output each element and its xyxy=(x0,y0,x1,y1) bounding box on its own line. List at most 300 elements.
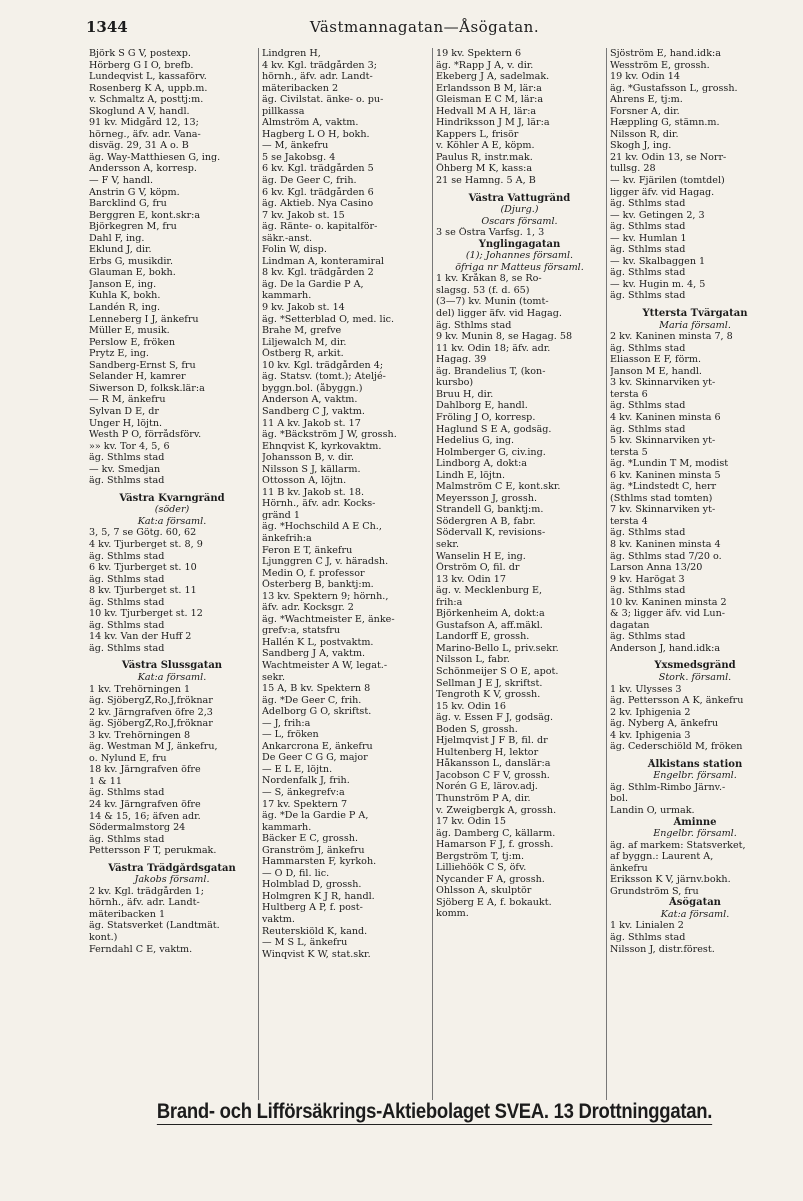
parish-note: Engelbr. församl. xyxy=(653,828,737,840)
advertisement-footer xyxy=(128,1100,741,1125)
entry-line: Grundström S, fru xyxy=(610,885,699,897)
entry-line: äg. Sthlms stad xyxy=(89,550,165,562)
entry-line: 9 kv. Harögat 3 xyxy=(610,573,685,585)
entry-line: äg. Sthlms stad xyxy=(610,423,686,435)
entry-line: Björkenheim A, dokt:a xyxy=(436,608,545,620)
entry-line: äg. Pettersson A K, änkefru xyxy=(610,695,744,707)
entry-line: 8 kv. Kaninen minsta 4 xyxy=(610,538,721,550)
entry-line: slagsg. 53 (f. d. 65) xyxy=(436,284,530,296)
street-heading: Ålkistans station xyxy=(647,758,743,770)
entry-line: äg. Sthlms stad xyxy=(89,833,165,845)
entry-line: Nordenfalk J, frih. xyxy=(262,775,350,787)
entry-line: 4 kv. Iphigenia 3 xyxy=(610,729,691,741)
entry-line: äg. *Gustafsson L, grossh. xyxy=(610,82,738,94)
entry-line: Tengroth K V, grossh. xyxy=(436,689,541,701)
entry-line: Selander H, kamrer xyxy=(89,371,186,383)
entry-line: äg. *Lundin T M, modist xyxy=(610,458,729,470)
entry-line: äg. Sthlms stad xyxy=(436,319,512,331)
entry-line: Håkansson L, danslär:a xyxy=(436,758,551,770)
entry-line: Müller E, musik. xyxy=(89,325,170,337)
entry-line: äg. Sthlms stad xyxy=(89,596,165,608)
entry-line: 9 kv. Jakob st. 14 xyxy=(262,302,345,314)
entry-line: 2 kv. Iphigenia 2 xyxy=(610,706,691,718)
entry-line: 2 kv. Kgl. trädgården 1; xyxy=(89,885,204,897)
entry-line: Södermalmstorg 24 xyxy=(89,822,186,834)
entry-line: v. Schmaltz A, posttj:m. xyxy=(89,94,204,106)
entry-line: — M S L, änkefru xyxy=(262,937,348,949)
entry-line: äg. Damberg C, källarm. xyxy=(436,827,556,839)
entry-line: äg. *Hochschild A E Ch., xyxy=(262,521,382,533)
entry-line: Janson E, ing. xyxy=(89,278,157,290)
entry-line: Bäcker E C, grossh. xyxy=(262,833,358,845)
entry-line: v. Köhler A E, köpm. xyxy=(436,140,535,152)
entry-line: äg. Aktieb. Nya Casino xyxy=(262,198,374,210)
street-heading: Yttersta Tvärgatan xyxy=(642,308,748,320)
entry-line: Hjelmqvist J F B, fil. dr xyxy=(436,735,548,747)
entry-line: o. Nylund E, fru xyxy=(89,752,167,764)
entry-line: mäteribacken 2 xyxy=(262,82,339,94)
entry-line: 17 kv. Spektern 7 xyxy=(262,798,348,810)
entry-line: Rosenberg K A, uppb.m. xyxy=(89,82,208,94)
entry-line: äg. Statsverket (Landtmät. xyxy=(89,920,220,932)
entry-line: byggn.bol. (åbyggn.) xyxy=(262,382,363,394)
entry-line: äg. *Setterblad O, med. lic. xyxy=(262,313,395,325)
entry-line: 5 se Jakobsg. 4 xyxy=(262,151,336,163)
entry-line: Kuhla K, bokh. xyxy=(89,290,161,302)
entry-line: 91 kv. Midgård 12, 13; xyxy=(89,117,199,129)
entry-line: 19 kv. Odin 14 xyxy=(610,71,680,83)
entry-line: Hallén K L, postvaktm. xyxy=(262,636,374,648)
entry-line: 10 kv. Kaninen minsta 2 xyxy=(610,596,727,608)
entry-line: »» kv. Tor 4, 5, 6 xyxy=(89,440,170,452)
entry-line: Bergström T, tj:m. xyxy=(436,850,525,862)
entry-line: tullsg. 28 xyxy=(610,163,656,175)
entry-line: Nilsson S J, källarm. xyxy=(262,463,361,475)
entry-line: Hörberg G I O, brefb. xyxy=(89,59,194,71)
parish-note: Engelbr. församl. xyxy=(653,770,737,782)
entry-line: kammarh. xyxy=(262,821,312,833)
entry-line: Janson M E, handl. xyxy=(610,365,702,377)
entry-line: Ottosson A, löjtn. xyxy=(262,475,347,487)
entry-line: Ankarcrona E, änkefru xyxy=(262,740,373,752)
street-heading: Åsögatan xyxy=(669,897,721,909)
entry-line: Hagberg L O H, bokh. xyxy=(262,128,370,140)
entry-line: Sandberg C J, vaktm. xyxy=(262,405,365,417)
entry-line: Johansson B, v. dir. xyxy=(262,452,354,464)
entry-line: Nilsson R, dir. xyxy=(610,128,679,140)
entry-line: 4 kv. Kaninen minsta 6 xyxy=(610,411,721,423)
street-heading: Ynglingagatan xyxy=(478,238,561,250)
entry-line: — O D, fil. lic. xyxy=(262,867,330,879)
entry-line: äg. Way-Matthiesen G, ing. xyxy=(89,151,221,163)
entry-line: Holmgren K J R, handl. xyxy=(262,890,375,902)
entry-line: 15 A, B kv. Spektern 8 xyxy=(262,683,371,695)
entry-line: 19 kv. Spektern 6 xyxy=(436,48,522,59)
entry-line: äg. Brandelius T, (kon- xyxy=(436,365,546,377)
entry-line: hörneg., äfv. adr. Vana- xyxy=(89,128,201,140)
entry-line: 13 kv. Spektern 9; hörnh., xyxy=(262,590,389,602)
entry-line: 13 kv. Odin 17 xyxy=(436,573,506,585)
entry-line: äg. Sthlms stad xyxy=(610,585,686,597)
entry-line: sekr. xyxy=(436,538,459,550)
entry-line: del) ligger äfv. vid Hagag. xyxy=(436,308,562,320)
entry-line: Bruu H, dir. xyxy=(436,388,494,400)
entry-line: Berggren E, kont.skr:a xyxy=(89,209,201,221)
entry-line: Lundeqvist L, kassaförv. xyxy=(89,71,207,83)
entry-line: 1 kv. Kråkan 8, se Ro- xyxy=(436,273,542,285)
parish-note: Kat:a församl. xyxy=(137,515,207,527)
parish-note: Maria församl. xyxy=(659,319,731,331)
entry-line: Lilliehöök C S, öfv. xyxy=(436,862,527,874)
entry-line: — J, frih:a xyxy=(262,717,311,729)
entry-line: äg. *Bäckström J W, grossh. xyxy=(262,429,397,441)
entry-line: 7 kv. Skinnarviken yt- xyxy=(610,504,716,516)
street-heading: Västra Trädgårdsgatan xyxy=(108,862,236,874)
entry-line: äg. *De Geer C, frih. xyxy=(262,694,362,706)
entry-line: äg. Sthlms stad xyxy=(89,787,165,799)
entry-line: kursbo) xyxy=(436,377,474,389)
entry-line: Wanselin H E, ing. xyxy=(436,550,526,562)
entry-line: äg. Civilstat. änke- o. pu- xyxy=(262,94,384,106)
entry-line: Södergren A B, fabr. xyxy=(436,515,536,527)
entry-line: Folin W, disp. xyxy=(262,244,327,256)
entry-line: frih:a xyxy=(436,596,463,608)
entry-line: Larson Anna 13/20 xyxy=(610,562,703,574)
entry-line: 8 kv. Kgl. trädgården 2 xyxy=(262,267,374,279)
entry-line: Nycander F A, grossh. xyxy=(436,873,545,885)
entry-line: äg. De Geer C, frih. xyxy=(262,175,357,187)
page-header xyxy=(86,18,763,42)
entry-line: — kv. Humlan 1 xyxy=(610,232,687,244)
entry-line: — R M, änkefru xyxy=(89,394,166,406)
entry-line: Almström A, vaktm. xyxy=(262,117,359,129)
entry-line: Gleisman E C M, lär:a xyxy=(436,94,544,106)
entry-line: äg. Sthlms stad xyxy=(89,573,165,585)
entry-line: Anderson J, hand.idk:a xyxy=(610,642,721,654)
entry-line: äg. *Lindstedt C, herr xyxy=(610,481,717,493)
entry-line: äg. Sthlms stad xyxy=(89,452,165,464)
entry-line: 11 B kv. Jakob st. 18. xyxy=(262,486,365,498)
entry-line: — kv. Smedjan xyxy=(89,463,161,475)
entry-line: 14 & 15, 16; äfven adr. xyxy=(89,810,201,822)
entry-line: Sellman J E J, skriftst. xyxy=(436,677,543,689)
entry-line: 11 A kv. Jakob st. 17 xyxy=(262,417,361,429)
entry-line: Hultenberg H, lektor xyxy=(436,746,539,758)
entry-line: Lindborg A, dokt:a xyxy=(436,458,528,470)
entry-line: komm. xyxy=(436,908,469,920)
entry-line: 1 kv. Linialen 2 xyxy=(610,920,684,932)
parish-note: (Djurg.) xyxy=(500,204,539,216)
entry-line: Paulus R, instr.mak. xyxy=(436,151,533,163)
entry-line: Holmblad D, grossh. xyxy=(262,879,362,891)
entry-line: Hedvall M A H, lär:a xyxy=(436,105,537,117)
entry-line: äg. Statsv. (tomt.); Ateljé- xyxy=(262,371,386,383)
entry-line: äg. De la Gardie P A, xyxy=(262,278,364,290)
entry-line: äg. Sthlms stad xyxy=(89,475,165,487)
entry-line: Nilsson J, distr.förest. xyxy=(610,943,715,955)
entry-line: Eklund J, dir. xyxy=(89,244,152,256)
entry-line: 18 kv. Järngrafven öfre xyxy=(89,764,201,776)
entry-line: Södervall K, revisions- xyxy=(436,527,546,539)
entry-line: Wachtmeister A W, legat.- xyxy=(262,659,388,671)
entry-line: 6 kv. Kgl. trädgården 5 xyxy=(262,163,374,175)
column-4 xyxy=(606,48,783,1100)
entry-line: äg. Sthlm-Rimbo Järnv.- xyxy=(610,781,726,793)
entry-line: Westh P O, förrådsförv. xyxy=(89,429,202,441)
entry-line: Unger H, löjtn. xyxy=(89,417,163,429)
entry-line: dagatan xyxy=(610,619,650,631)
entry-line: Prytz E, ing. xyxy=(89,348,149,360)
entry-line: Österberg B, banktj:m. xyxy=(262,579,374,591)
entry-line: Hammarsten F, kyrkoh. xyxy=(262,856,377,868)
entry-line: äg. Sthlms stad xyxy=(610,267,686,279)
entry-line: Hedelius G, ing. xyxy=(436,435,515,447)
entry-line: Björkegren M, fru xyxy=(89,221,177,233)
entry-line: Fröling J O, korresp. xyxy=(436,411,536,423)
entry-line: äg. Sthlms stad xyxy=(610,631,686,643)
entry-line: Thunström P A, dir. xyxy=(436,793,531,804)
entry-line: (3—7) kv. Munin (tomt- xyxy=(436,296,549,308)
entry-line: Hæppling G, stämn.m. xyxy=(610,117,720,129)
entry-line: Pettersson F T, perukmak. xyxy=(89,845,217,857)
entry-line: — M, änkefru xyxy=(262,140,329,152)
entry-line: äg. Sthlms stad xyxy=(89,642,165,654)
entry-line: Boden S, grossh. xyxy=(436,723,518,735)
parish-note: (1); Johannes församl. xyxy=(465,250,574,262)
entry-line: äg. Sthlms stad xyxy=(610,932,686,944)
entry-line: 2 kv. Kaninen minsta 7, 8 xyxy=(610,331,733,343)
entry-line: grefv:a, statsfru xyxy=(262,625,341,637)
entry-line: — S, änkegrefv:a xyxy=(262,787,345,798)
parish-note: Oscars församl. xyxy=(481,215,558,227)
entry-line: Marino-Bello L, priv.sekr. xyxy=(436,642,559,654)
entry-line: 14 kv. Van der Huff 2 xyxy=(89,631,192,643)
entry-line: Landorff E, grossh. xyxy=(436,631,530,643)
entry-line: sekr. xyxy=(262,671,285,683)
entry-line: 5 kv. Skinnarviken yt- xyxy=(610,435,716,447)
entry-line: Dahl F, ing. xyxy=(89,232,145,244)
entry-line: Ehnqvist K, kyrkovaktm. xyxy=(262,440,382,452)
entry-line: Hamarson F J, f. grossh. xyxy=(436,839,554,851)
entry-line: änkefru xyxy=(610,862,648,874)
entry-line: äg. Sthlms stad xyxy=(610,198,686,210)
entry-line: Lindgren H, xyxy=(262,48,321,59)
entry-line: Sandberg-Ernst S, fru xyxy=(89,359,196,371)
entry-line: — L, fröken xyxy=(262,729,319,741)
advertisement-text: Brand- och Lifförsäkrings-Aktiebolaget SVEA. 13 Drottninggatan. xyxy=(156,1100,713,1123)
entry-line: — E L E, löjtn. xyxy=(262,763,333,775)
entry-line: Lenneberg I J, änkefru xyxy=(89,313,199,325)
entry-line: Ferndahl C E, vaktm. xyxy=(89,943,193,955)
entry-line: 1 kv. Ulysses 3 xyxy=(610,683,682,695)
entry-line: 3 kv. Skinnarviken yt- xyxy=(610,377,716,389)
entry-line: 10 kv. Kgl. trädgården 4; xyxy=(262,359,384,371)
entry-line: Anderson A, vaktm. xyxy=(262,394,358,406)
directory-columns xyxy=(86,48,783,1100)
entry-line: 3 kv. Trehörningen 8 xyxy=(89,729,191,741)
entry-line: Medin O, f. professor xyxy=(262,567,365,579)
entry-line: Siwerson D, folksk.lär:a xyxy=(89,382,205,394)
entry-line: De Geer C G G, major xyxy=(262,752,368,764)
entry-line: äg. SjöbergZ,Ro.J,fröknar xyxy=(89,718,213,730)
entry-line: 4 kv. Tjurberget st. 8, 9 xyxy=(89,538,203,550)
entry-line: vaktm. xyxy=(262,914,295,926)
entry-line: Adelborg G O, skriftst. xyxy=(262,706,372,718)
entry-line: & 3; ligger äfv. vid Lun- xyxy=(610,608,726,620)
entry-line: 1 kv. Trehörningen 1 xyxy=(89,683,191,695)
entry-line: kammarh. xyxy=(262,290,312,302)
entry-line: 17 kv. Odin 15 xyxy=(436,816,506,828)
entry-line: äg. Sthlms stad xyxy=(610,244,686,256)
entry-line: säkr.-anst. xyxy=(262,232,313,244)
entry-line: Hultberg A P, f. post- xyxy=(262,902,363,914)
entry-line: äg. Cederschiöld M, fröken xyxy=(610,741,743,753)
entry-line: Ekeberg J A, sadelmak. xyxy=(436,71,550,83)
entry-line: Erbs G, musikdir. xyxy=(89,255,173,267)
entry-line: änkefrih:a xyxy=(262,532,312,544)
entry-line: bol. xyxy=(610,793,629,805)
entry-line: 3 se Östra Varfsg. 1, 3 xyxy=(436,227,545,239)
entry-line: — kv. Fjärilen (tomtdel) xyxy=(610,175,725,187)
entry-line: Ohlsson A, skulptör xyxy=(436,885,532,897)
entry-line: Ljunggren C J, v. häradsh. xyxy=(262,556,389,568)
entry-line: Östberg R, arkit. xyxy=(262,348,344,360)
entry-line: — F V, handl. xyxy=(89,175,154,187)
entry-line: 8 kv. Tjurberget st. 11 xyxy=(89,585,197,597)
entry-line: 11 kv. Odin 18; äfv. adr. xyxy=(436,342,551,354)
entry-line: Dahlborg E, handl. xyxy=(436,400,528,412)
entry-line: Liljewalch M, dir. xyxy=(262,336,347,348)
entry-line: hörnh., äfv. adr. Landt- xyxy=(262,71,373,83)
entry-line: v. Zweigbergk A, grossh. xyxy=(436,804,557,816)
entry-line: äg. Westman M J, änkefru, xyxy=(89,741,218,753)
entry-line: Holmberger G, civ.ing. xyxy=(436,446,546,458)
column-3 xyxy=(432,48,606,1100)
entry-line: Lindman A, konteramiral xyxy=(262,255,384,267)
entry-line: äg. Sthlms stad xyxy=(610,400,686,412)
parish-note: Stork. församl. xyxy=(658,671,732,683)
entry-line: Forsner A, dir. xyxy=(610,105,680,117)
entry-line: äg. *De la Gardie P A, xyxy=(262,810,369,822)
entry-line: Hindriksson J M J, lär:a xyxy=(436,117,550,129)
entry-line: Nilsson L, fabr. xyxy=(436,654,510,666)
column-2 xyxy=(258,48,432,1100)
entry-line: Landin O, urmak. xyxy=(610,805,695,816)
entry-line: äfv. adr. Kocksgr. 2 xyxy=(262,602,354,614)
entry-line: 10 kv. Tjurberget st. 12 xyxy=(89,608,203,620)
entry-line: Björk S G V, postexp. xyxy=(89,48,191,59)
entry-line: Jacobson C F V, grossh. xyxy=(436,769,550,781)
parish-note: Kat:a församl. xyxy=(137,671,207,683)
entry-line: (Sthlms stad tomten) xyxy=(610,492,713,504)
entry-line: äg. v. Essen F J, godsäg. xyxy=(436,712,554,724)
entry-line: 21 kv. Odin 13, se Norr- xyxy=(610,151,727,163)
entry-line: Landén R, ing. xyxy=(89,302,161,314)
entry-line: äg. Sthlms stad xyxy=(610,221,686,233)
entry-line: — kv. Hugin m. 4, 5 xyxy=(610,278,706,290)
entry-line: Sylvan D E, dr xyxy=(89,405,159,417)
entry-line: Andersson A, korresp. xyxy=(89,163,197,175)
entry-line: Haglund S E A, godsäg. xyxy=(436,423,552,435)
entry-line: Hörnh., äfv. adr. Kocks- xyxy=(262,498,376,510)
entry-line: Hagag. 39 xyxy=(436,354,487,366)
entry-line: 4 kv. Kgl. trädgården 3; xyxy=(262,59,377,71)
parish-note: öfriga nr Matteus församl. xyxy=(455,261,584,273)
entry-line: 1 & 11 xyxy=(89,775,122,787)
entry-line: 6 kv. Kaninen minsta 5 xyxy=(610,469,721,481)
entry-line: Ahrens E, tj:m. xyxy=(610,94,683,106)
entry-line: Sjöström E, hand.idk:a xyxy=(610,48,721,59)
entry-line: Winqvist K W, stat.skr. xyxy=(262,948,371,960)
entry-line: Strandell G, banktj:m. xyxy=(436,504,544,516)
entry-line: Brahe M, grefve xyxy=(262,325,342,337)
entry-line: — kv. Skalbaggen 1 xyxy=(610,255,706,267)
entry-line: tersta 4 xyxy=(610,515,648,527)
entry-line: äg. af markem: Statsverket, xyxy=(610,839,746,851)
entry-line: Erlandsson B M, lär:a xyxy=(436,82,542,94)
street-heading: Yxsmedsgränd xyxy=(654,660,736,672)
entry-line: 3, 5, 7 se Götg. 60, 62 xyxy=(89,527,197,539)
entry-line: Granström J, änkefru xyxy=(262,844,365,856)
entry-line: Meyersson J, grossh. xyxy=(436,492,537,504)
entry-line: Lindh E, löjtn. xyxy=(436,469,505,481)
entry-line: Perslow E, fröken xyxy=(89,336,176,348)
entry-line: tersta 6 xyxy=(610,388,648,400)
entry-line: Malmström C E, kont.skr. xyxy=(436,481,561,493)
entry-line: äg. Sthlms stad xyxy=(610,342,686,354)
entry-line: 24 kv. Järngrafven öfre xyxy=(89,799,201,810)
entry-line: Kappers L, frisör xyxy=(436,128,519,140)
entry-line: äg. Sthlms stad xyxy=(89,619,165,631)
entry-line: mäteribacken 1 xyxy=(89,908,166,920)
entry-line: 9 kv. Munin 8, se Hagag. 58 xyxy=(436,331,573,343)
entry-line: Wesström E, grossh. xyxy=(610,59,710,71)
entry-line: äg. SjöbergZ,Ro.J,fröknar xyxy=(89,695,213,707)
entry-line: Örström O, fil. dr xyxy=(436,562,520,574)
entry-line: Anstrin G V, köpm. xyxy=(89,186,180,198)
entry-line: 6 kv. Tjurberget st. 10 xyxy=(89,562,197,574)
parish-note: Kat:a församl. xyxy=(660,908,730,920)
entry-line: disväg. 29, 31 A o. B xyxy=(89,140,189,152)
entry-line: pillkassa xyxy=(262,105,305,117)
street-heading: Västra Vattugränd xyxy=(468,192,571,204)
entry-line: Öhberg M K, kass:a xyxy=(436,163,533,175)
parish-note: (söder) xyxy=(154,504,190,516)
entry-line: kont.) xyxy=(89,932,118,944)
entry-line: 21 se Hamng. 5 A, B xyxy=(436,175,536,187)
street-heading: Åminne xyxy=(673,816,717,828)
parish-note: Jakobs församl. xyxy=(134,874,210,886)
entry-line: Gustafson A, aff.mäkl. xyxy=(436,619,543,631)
page-number: 1344 xyxy=(86,18,128,36)
entry-line: Barcklind G, fru xyxy=(89,198,167,210)
page-title: Västmannagatan—Åsögatan. xyxy=(309,18,540,36)
entry-line: gränd 1 xyxy=(262,509,300,521)
entry-line: äg. Sthlms stad xyxy=(610,290,686,302)
entry-line: Reuterskiöld K, kand. xyxy=(262,925,368,937)
entry-line: Feron E T, änkefru xyxy=(262,544,353,556)
entry-line: äg. Sthlms stad 7/20 o. xyxy=(610,550,722,562)
entry-line: äg. *Rapp J A, v. dir. xyxy=(436,59,534,71)
entry-line: tersta 5 xyxy=(610,446,648,458)
entry-line: Eriksson K V, järnv.bokh. xyxy=(610,874,731,886)
entry-line: af byggn.: Laurent A, xyxy=(610,851,714,863)
entry-line: äg. *Wachtmeister E, änke- xyxy=(262,613,395,625)
entry-line: Sandberg J A, vaktm. xyxy=(262,648,366,660)
entry-line: ligger äfv. vid Hagag. xyxy=(610,186,715,198)
entry-line: Norén G E, lärov.adj. xyxy=(436,781,538,793)
entry-line: Sjöberg E A, f. bokaukt. xyxy=(436,896,552,908)
